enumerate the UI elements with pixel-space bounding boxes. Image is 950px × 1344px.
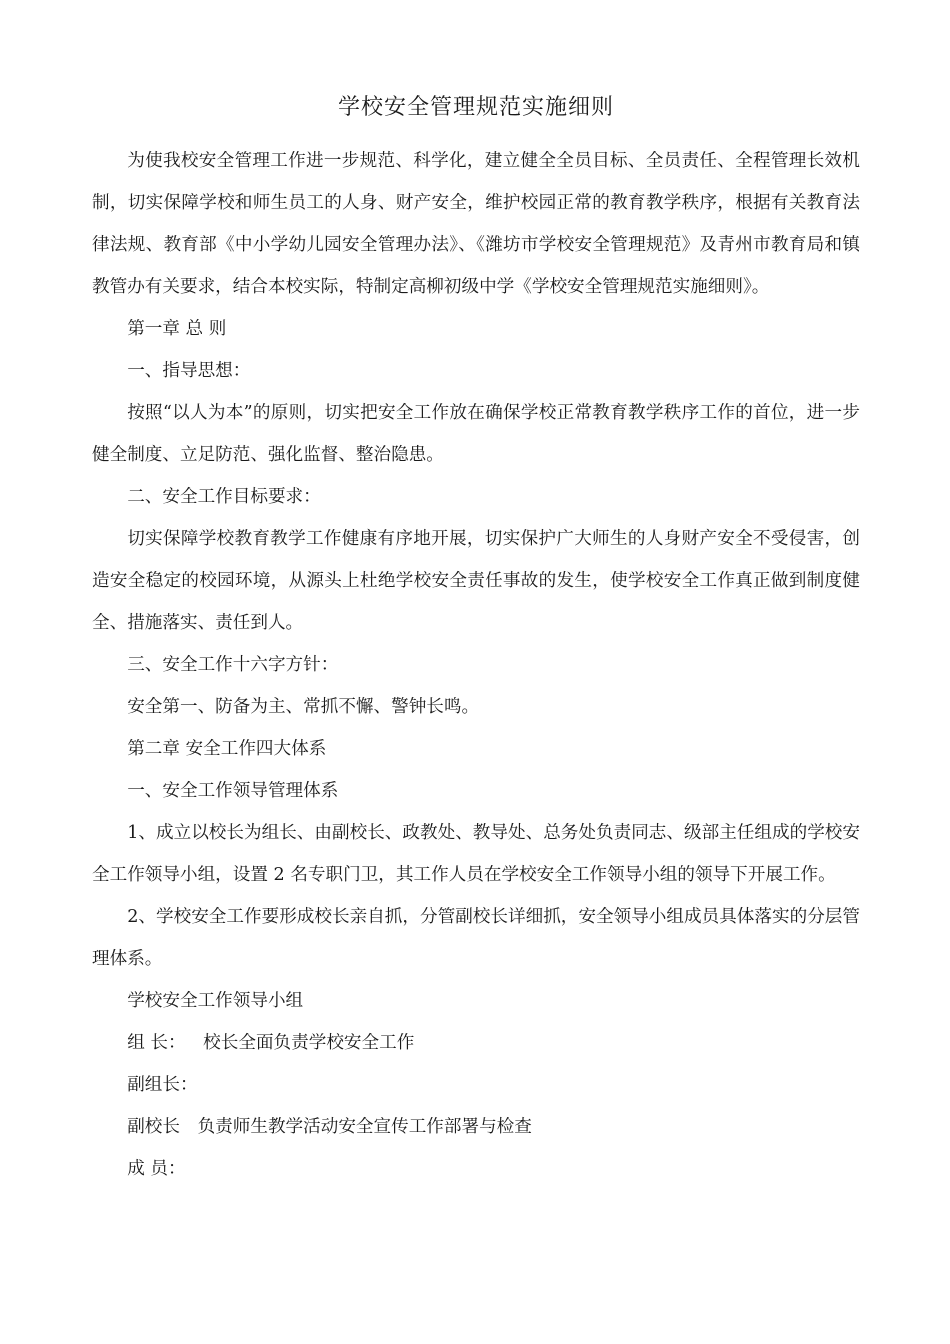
leader-row-vice-principal	[92, 1106, 860, 1148]
leader-row-deputy-leader	[92, 1064, 860, 1106]
goals-paragraph: 切实保障学校教育教学工作健康有序地开展，切实保护广大师生的人身财产安全不受侵害，创造安全稳定的校园环境，从源头上杜绝学校安全责任事故的发生，使学校安全工作真正做到制度健全、措施落实、责任到人。	[92, 529, 860, 633]
section-goals-heading: 二、安全工作目标要求：	[127, 487, 321, 507]
guiding-ideology-paragraph: 按照“以人为本”的原则，切实把安全工作放在确保学校正常教育教学秩序工作的首位，进一步健全制度、立足防范、强化监督、整治隐患。	[92, 403, 860, 465]
leader-role-desc: 负责师生教学活动安全宣传工作部署与检查	[197, 1117, 532, 1137]
chapter-2-heading: 第二章 安全工作四大体系	[127, 739, 327, 759]
section-leadership-system-heading: 一、安全工作领导管理体系	[127, 781, 339, 801]
leader-role-label: 成 员：	[127, 1159, 186, 1179]
leader-row-group-leader	[92, 1022, 860, 1064]
document-title: 学校安全管理规范实施细则	[337, 95, 614, 120]
leader-role-desc: 校长全面负责学校安全工作	[203, 1033, 415, 1053]
leader-role-label: 副校长	[127, 1117, 180, 1137]
leader-role-label: 副组长：	[127, 1075, 198, 1095]
leadership-group-heading: 学校安全工作领导小组	[127, 991, 304, 1011]
leader-row-members	[92, 1148, 860, 1190]
principles-paragraph: 安全第一、防备为主、常抓不懈、警钟长鸣。	[127, 697, 480, 717]
document-page	[92, 88, 860, 1190]
leadership-item-1: 1、成立以校长为组长、由副校长、政教处、教导处、总务处负责同志、级部主任组成的学校安全工作领导小组，设置 2 名专职门卫，其工作人员在学校安全工作领导小组的领导下开展工作。	[92, 823, 860, 885]
chapter-1-heading: 第一章 总 则	[127, 319, 227, 339]
section-principles-heading: 三、安全工作十六字方针：	[127, 655, 339, 675]
section-guiding-ideology-heading: 一、指导思想：	[127, 361, 251, 381]
leader-role-label: 组 长：	[127, 1033, 186, 1053]
intro-paragraph: 为使我校安全管理工作进一步规范、科学化，建立健全全员目标、全员责任、全程管理长效机制，切实保障学校和师生员工的人身、财产安全，维护校园正常的教育教学秩序，根据有关教育法律法规、教育部《中小学幼儿园安全管理办法》、《潍坊市学校安全管理规范》及青州市教育局和镇教管办有关要求，结合本校实际，特制定高柳初级中学《学校安全管理规范实施细则》。	[92, 151, 860, 297]
leadership-item-2: 2、学校安全工作要形成校长亲自抓，分管副校长详细抓，安全领导小组成员具体落实的分层管理体系。	[92, 907, 860, 969]
